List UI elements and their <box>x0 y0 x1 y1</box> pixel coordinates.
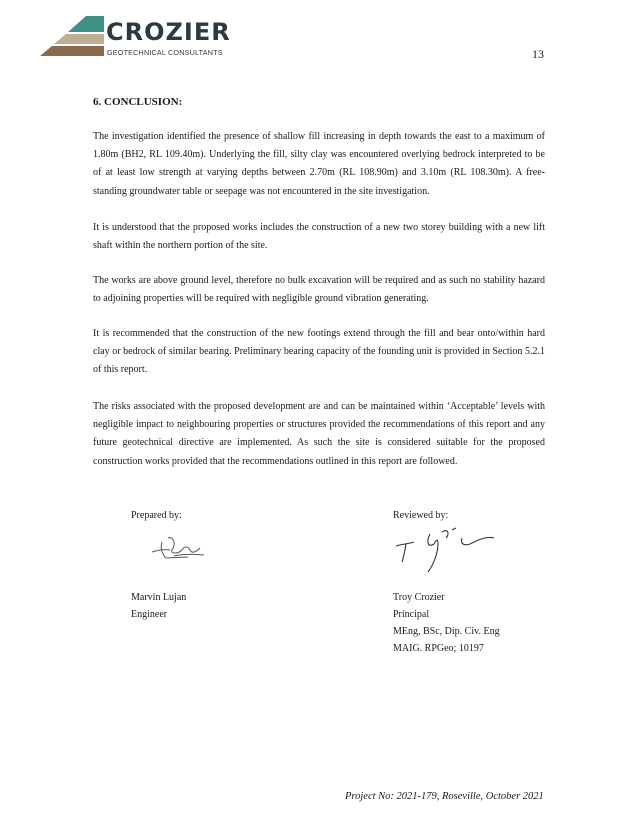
paragraph: It is recommended that the construction of the new footings extend through the fill and bear onto/within hard clay or bedrock of similar bearing. Preliminary bearing capacity of the founding unit is provided in Section 5.2.1 of this report. <box>93 328 545 376</box>
company-logo <box>40 15 260 60</box>
preparer-name: Marvin Lujan <box>131 592 187 603</box>
reviewer-name: Troy Crozier <box>393 592 445 603</box>
logo-name: CROZIER <box>106 18 231 46</box>
reviewer-qualifications: MEng, BSc, Dip. Civ. Eng <box>393 626 500 637</box>
paragraph: It is understood that the proposed works includes the construction of a new two storey building with a new lift shaft within the northern portion of the site. <box>93 222 545 252</box>
footer-project-info: Project No: 2021-179, Roseville, October 2021 <box>345 791 544 802</box>
reviewer-membership: MAIG. RPGeo; 10197 <box>393 643 484 654</box>
reviewed-by-label: Reviewed by: <box>393 510 449 521</box>
prepared-by-label: Prepared by: <box>131 510 182 521</box>
paragraph: The investigation identified the presence of shallow fill increasing in depth towards the east to a maximum of 1.80m (BH2, RL 109.40m). Underlying the fill, silty clay was encountered overlying bedrock interpreted to be of at least low strength at varying depths between 2.70m (RL 108.90m) and 3.10m (RL 108.30m). A free-standing groundwater table or seepage was not encountered in the site investigation. <box>93 131 545 197</box>
page-number: 13 <box>532 47 544 61</box>
preparer-role: Engineer <box>131 609 168 620</box>
paragraph: The works are above ground level, therefore no bulk excavation will be required and as such no stability hazard to adjoining properties will be required with negligible ground vibration generating. <box>93 275 545 305</box>
logo-mark-icon <box>40 15 110 60</box>
paragraph: The risks associated with the proposed development are and can be maintained within ‘Acceptable’ levels with negligible impact to neighbouring properties or structures provided the recommendations of this report and any future geotechnical directive are implemented. As such the site is considered suitable for the proposed construction works provided that the recommendations outlined in this report are followed. <box>93 401 545 467</box>
section-heading: 6. CONCLUSION: <box>93 96 183 108</box>
prepared-by-block <box>131 507 186 623</box>
logo-subtitle: GEOTECHNICAL CONSULTANTS <box>107 48 223 57</box>
preparer-signature-icon <box>148 530 208 564</box>
reviewer-signature-icon <box>390 524 530 576</box>
reviewer-role: Principal <box>393 609 430 620</box>
